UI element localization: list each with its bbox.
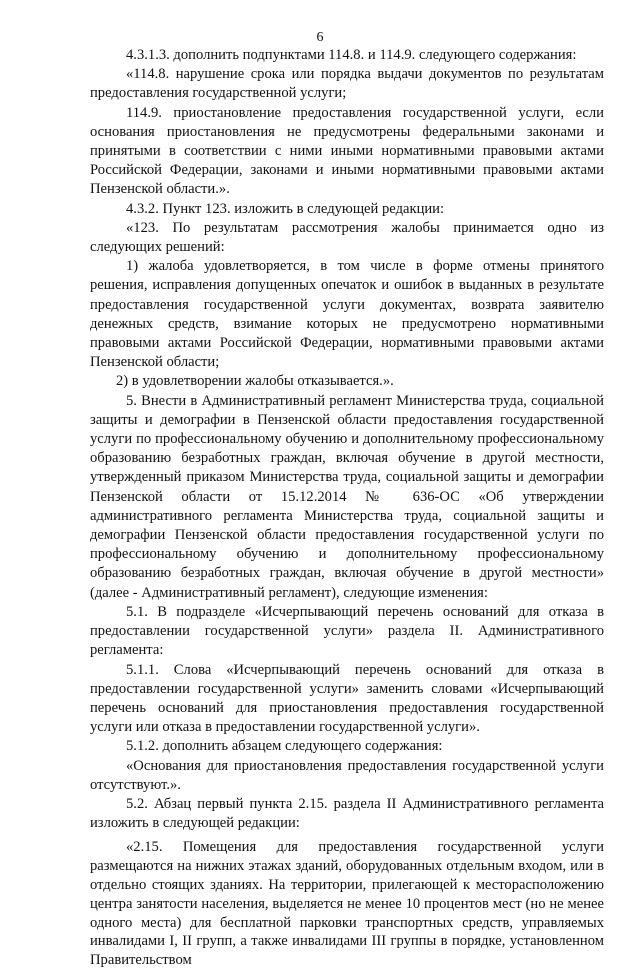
paragraph: 4.3.2. Пункт 123. изложить в следующей редакции: [126, 200, 445, 217]
paragraph: 2) в удовлетворении жалобы отказывается.». [116, 373, 394, 390]
paragraph: 5. Внести в Административный регламент Министерства труда, социальной защиты и демографии в Пензенской области предоставления государственной услуги по профессиональному обучению и дополнительному профессиональному образованию безработных граждан, включая обучение в другой местности, утвержденный приказом Министерства труда, социальной защиты и демографии Пензенской области от 15.12.2014 № 636-ОС «Об утверждении административного регламента Министерства труда, социальной защиты и демографии Пензенской области предоставления государственной услуги по профессиональному обучению и дополнительному профессиональному образованию безработных граждан, включая обучение в другой местности» (далее - Административный регламент), следующие изменения: [90, 392, 604, 601]
paragraph: «Основания для приостановления предоставления государственной услуги отсутствуют.». [90, 757, 604, 793]
paragraph: 5.1.1. Слова «Исчерпывающий перечень оснований для отказа в предоставлении государственной услуги» заменить словами «Исчерпывающий перечень оснований для приостановления предоставления государственной услуги или отказа в предоставлении государственной услуги». [90, 661, 604, 736]
page-number: 6 [316, 30, 324, 45]
paragraph: 5.1. В подразделе «Исчерпывающий перечень оснований для отказа в предоставлении государственной услуги» раздела II. Административного регламента: [90, 603, 604, 659]
paragraph: «2.15. Помещения для предоставления государственной услуги размещаются на нижних этажах зданий, оборудованных отдельным входом, или в отдельно стоящих зданиях. На территории, прилегающей к месторасположению центра занятости населения, выделяется не менее 10 процентов мест (но не менее одного места) для бесплатной парковки транспортных средств, управляемых инвалидами I, II групп, а также инвалидами III группы в порядке, установленном Правительством [90, 839, 604, 969]
paragraph: «114.8. нарушение срока или порядка выдачи документов по результатам предоставления государственной услуги; [90, 66, 604, 102]
paragraph: 1) жалоба удовлетворяется, в том числе в форме отмены принятого решения, исправления допущенных опечаток и ошибок в выданных в результате предоставления государственной услуги документах, возврата заявителю денежных средств, взимание которых не предусмотрено нормативными правовыми актами Российской Федерации, нормативными правовыми актами Пензенской области; [90, 258, 604, 371]
paragraph: 114.9. приостановление предоставления государственной услуги, если основания приостановления не предусмотрены федеральными законами и принятыми в соответствии с ними иными нормативными правовыми актами Российской Федерации, законами и иными нормативными правовыми актами Пензенской области.». [90, 104, 604, 198]
paragraph: 5.1.2. дополнить абзацем следующего содержания: [126, 738, 443, 755]
document-body [90, 46, 604, 970]
paragraph: 5.2. Абзац первый пункта 2.15. раздела II Административного регламента изложить в следующей редакции: [90, 795, 604, 832]
paragraph: «123. По результатам рассмотрения жалобы принимается одно из следующих решений: [90, 219, 604, 256]
paragraph: 4.3.1.3. дополнить подпунктами 114.8. и 114.9. следующего содержания: [126, 47, 577, 63]
